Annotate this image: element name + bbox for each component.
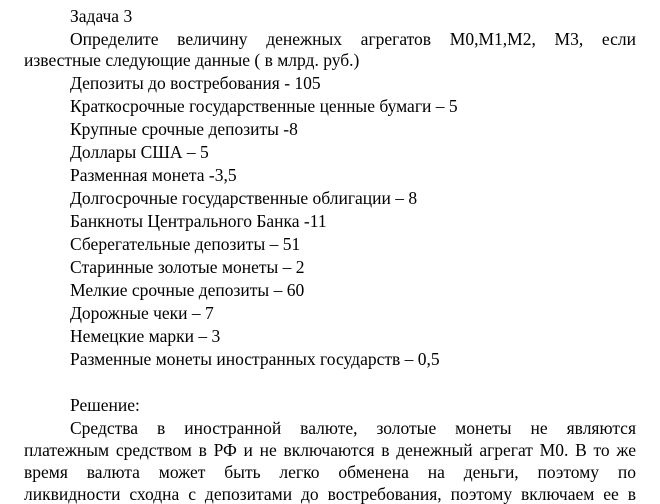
list-item: Дорожные чеки – 7 (70, 303, 214, 323)
solution-line-4: ликвидности сходна с депозитами до востребования, поэтому включаем ее в (24, 484, 636, 504)
solution-line-3: время валюта может быть легко обменена на деньги, поэтому по (24, 462, 636, 482)
list-item: Мелкие срочные депозиты – 60 (70, 280, 305, 300)
list-item: Разменная монета -3,5 (70, 165, 237, 185)
list-item: Депозиты до востребования - 105 (70, 73, 321, 93)
task-intro-line-2: известные следующие данные ( в млрд. руб.) (24, 50, 360, 70)
solution-heading: Решение: (70, 395, 140, 415)
list-item: Крупные срочные депозиты -8 (70, 119, 298, 139)
task-intro-line-1: Определите величину денежных агрегатов М0,М1,М2, М3, если (70, 29, 636, 49)
list-item: Разменные монеты иностранных государств – 0,5 (70, 349, 440, 369)
list-item: Краткосрочные государственные ценные бумаги – 5 (70, 96, 458, 116)
task-title: Задача 3 (70, 6, 133, 26)
list-item: Старинные золотые монеты – 2 (70, 257, 305, 277)
solution-line-1: Средства в иностранной валюте, золотые монеты не являются (70, 418, 636, 438)
solution-line-2: платежным средством в РФ и не включаются в денежный агрегат М0. В то же (24, 440, 636, 460)
list-item: Сберегательные депозиты – 51 (70, 234, 301, 254)
list-item: Доллары США – 5 (70, 142, 209, 162)
list-item: Немецкие марки – 3 (70, 326, 221, 346)
list-item: Долгосрочные государственные облигации – 8 (70, 188, 418, 208)
list-item: Банкноты Центрального Банка -11 (70, 211, 327, 231)
